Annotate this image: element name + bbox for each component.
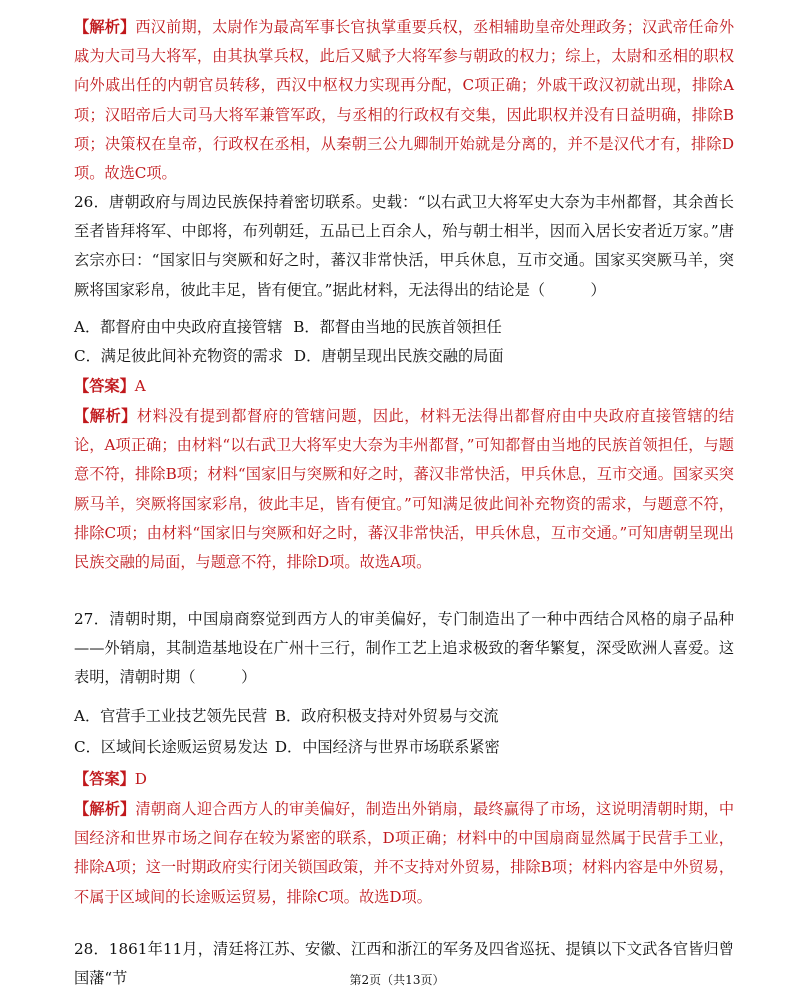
question-27-options-row-2: [74, 736, 734, 758]
option-a[interactable]: A．都督府由中央政府直接管辖: [74, 318, 283, 336]
analysis-text: 西汉前期，太尉作为最高军事长官执掌重要兵权，丞相辅助皇帝处理政务；汉武帝任命外戚为大司马大将军，由其执掌兵权，此后又赋予大将军参与朝政的权力；综上，太尉和丞相的职权向外戚出任的内朝官员转移，西汉中枢权力实现再分配，C项正确；外戚干政汉初就出现，排除A项；汉昭帝后大司马大将军兼管军政，与丞相的行政权有交集，因此职权并没有日益明确，排除B项；决策权在皇帝，行政权在丞相，从秦朝三公九卿制开始就是分离的，并不是汉代才有，排除D项。故选C项。: [74, 18, 735, 183]
answer-value: A: [134, 377, 146, 395]
analysis-paragraph-q25: [74, 13, 734, 188]
answer-value: D: [134, 770, 147, 788]
option-d[interactable]: D．唐朝呈现出民族交融的局面: [293, 347, 504, 365]
option-c[interactable]: C．满足彼此间补充物资的需求: [74, 347, 284, 365]
analysis-label: 【解析】: [74, 800, 136, 818]
option-d[interactable]: D．中国经济与世界市场联系紧密: [274, 738, 500, 756]
question-26-options-row-2: [74, 345, 734, 367]
question-27-answer: [74, 768, 734, 790]
answer-label: 【答案】: [74, 770, 135, 788]
option-b[interactable]: B．都督由当地的民族首领担任: [293, 318, 502, 336]
question-26-answer: [74, 375, 734, 397]
analysis-paragraph-q27: [74, 795, 734, 912]
analysis-label: 【解析】: [74, 407, 137, 425]
option-c[interactable]: C．区域间长途贩运贸易发达: [74, 738, 268, 756]
option-b[interactable]: B．政府积极支持对外贸易与交流: [274, 707, 499, 725]
page-footer: 第2页（共13页）: [349, 973, 445, 987]
question-26-options-row-1: [74, 316, 734, 338]
question-28-stem: 28．1861年11月，清廷将江苏、安徽、江西和浙江的军务及四省巡抚、提镇以下文武各官皆归曾国藩“节: [74, 940, 734, 988]
analysis-paragraph-q26: [74, 402, 734, 577]
analysis-label: 【解析】: [74, 18, 136, 36]
option-a[interactable]: A．官营手工业技艺领先民营: [74, 707, 268, 725]
answer-label: 【答案】: [74, 377, 135, 395]
question-27-options-row-1: [74, 705, 734, 727]
analysis-text: 材料没有提到都督府的管辖问题，因此，材料无法得出都督府由中央政府直接管辖的结论，A项正确；由材料“以右武卫大将军史大奈为丰州都督，”可知都督由当地的民族首领担任，与题意不符，排除B项；材料“国家旧与突厥和好之时，蕃汉非常快活，甲兵休息，互市交通。国家买突厥马羊，突厥将国家彩帛，彼此丰足，皆有便宜。”可知满足彼此间补充物资的需求，与题意不符，排除C项；由材料“国家旧与突厥和好之时，蕃汉非常快活，甲兵休息，互市交通。”可知唐朝呈现出民族交融的局面，与题意不符，排除D项。故选A项。: [74, 407, 735, 572]
question-26-stem: 26．唐朝政府与周边民族保持着密切联系。史载：“以右武卫大将军史大奈为丰州都督，其余酋长至者皆拜将军、中郎将，布列朝廷，五品已上百余人，殆与朝士相半，因而入居长安者近万家。”唐玄宗亦曰：“国家旧与突厥和好之时，蕃汉非常快活，甲兵休息，互市交通。国家买突厥马羊，突厥将国家彩帛，彼此丰足，皆有便宜。”据此材料，无法得出的结论是（ ）: [74, 193, 734, 299]
question-27-stem: 27．清朝时期，中国扇商察觉到西方人的审美偏好，专门制造出了一种中西结合风格的扇子品种——外销扇，其制造基地设在广州十三行，制作工艺上追求极致的奢华繁复，深受欧洲人喜爱。这表明，清朝时期（ ）: [74, 610, 734, 687]
analysis-text: 清朝商人迎合西方人的审美偏好，制造出外销扇，最终赢得了市场，这说明清朝时期，中国经济和世界市场之间存在较为紧密的联系，D项正确；材料中的中国扇商显然属于民营手工业，排除A项；这一时期政府实行闭关锁国政策，并不支持对外贸易，排除B项；材料内容是中外贸易，不属于区域间的长途贩运贸易，排除C项。故选D项。: [74, 800, 735, 906]
